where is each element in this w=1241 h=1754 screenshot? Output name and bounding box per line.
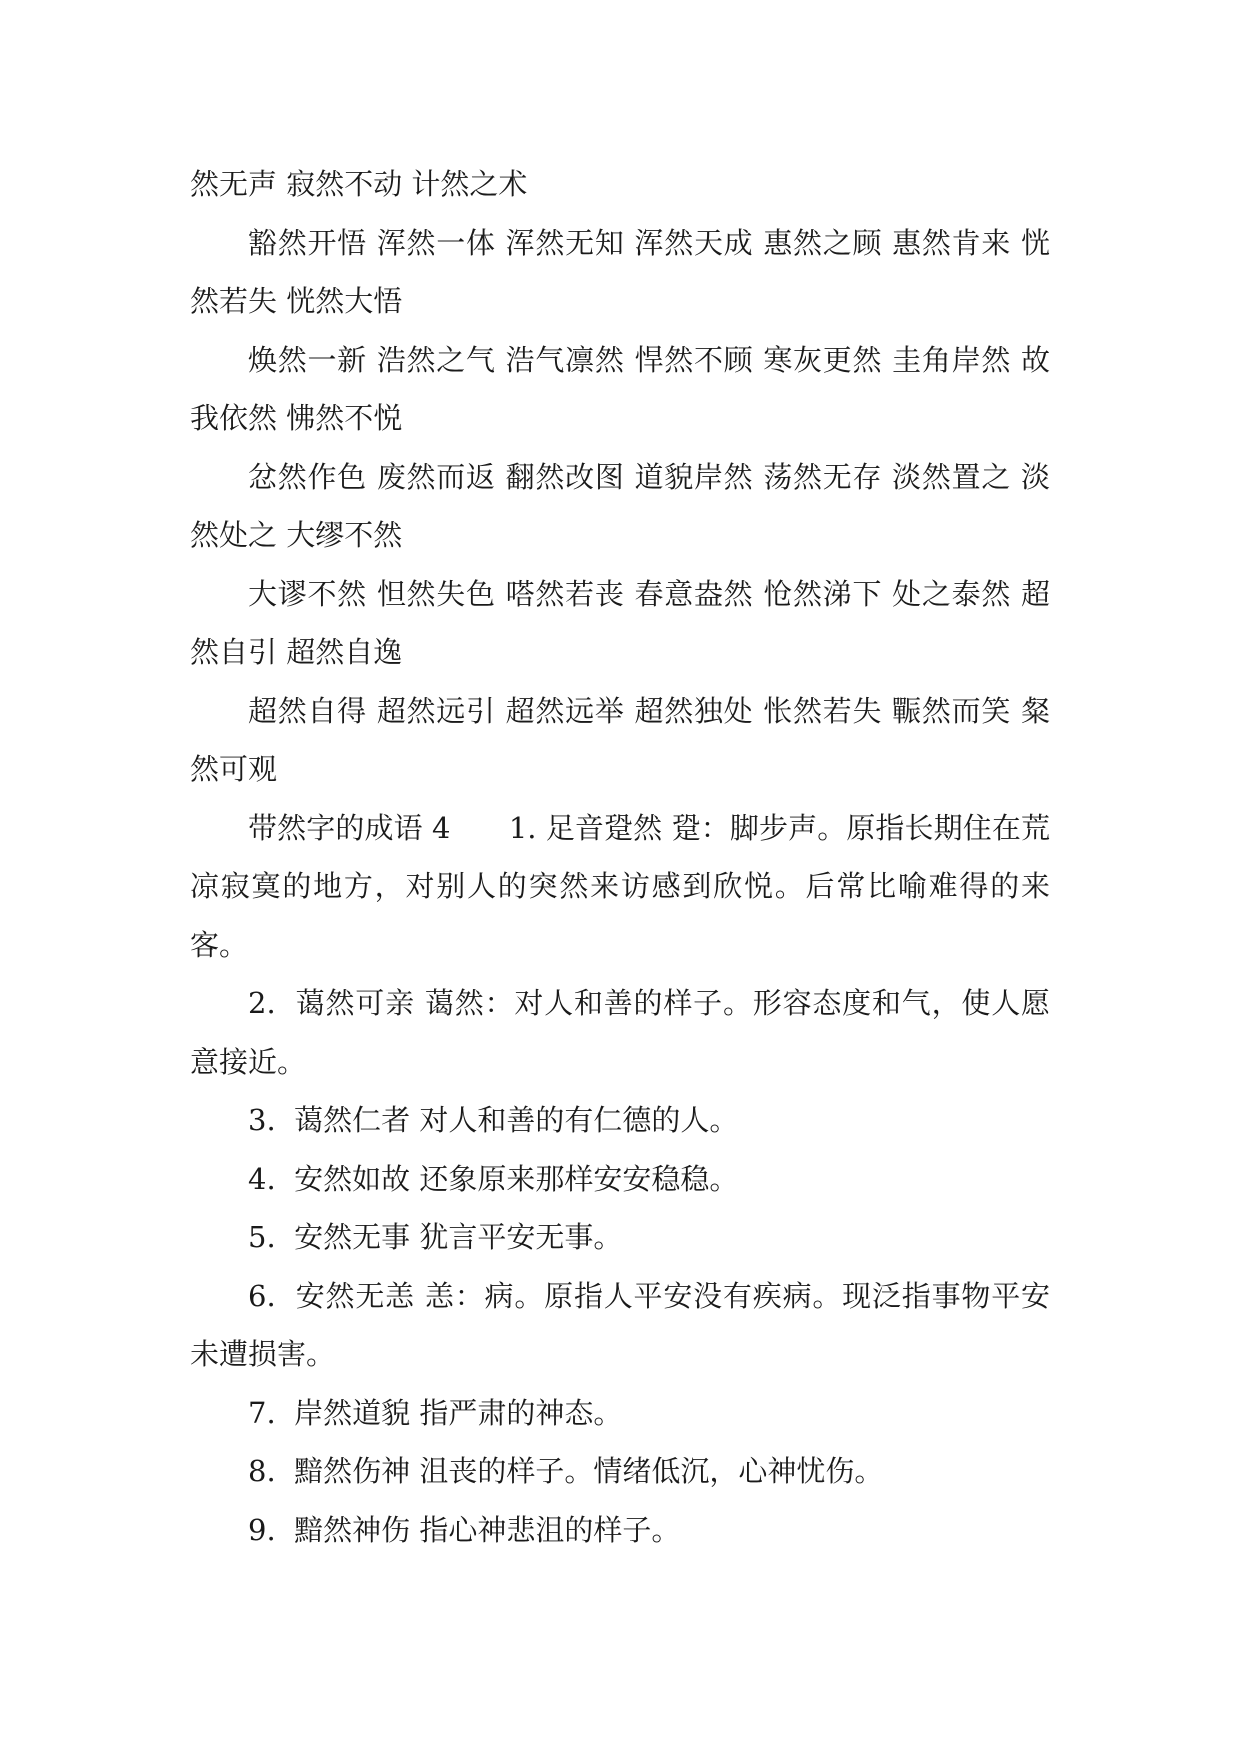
paragraph: 忿然作色 废然而返 翻然改图 道貌岸然 荡然无存 淡然置之 淡然处之 大缪不然 <box>190 459 1050 552</box>
document-body <box>190 155 1050 1559</box>
list-item: 7. 岸然道貌 指严肃的神态。 <box>248 1395 623 1430</box>
section-heading-paragraph: 带然字的成语 4 1. 足音跫然 跫：脚步声。原指长期住在荒凉寂寞的地方，对别人的突然来访感到欣悦。后常比喻难得的来客。 <box>190 810 1050 962</box>
paragraph: 大谬不然 怛然失色 嗒然若丧 春意盎然 怆然涕下 处之泰然 超然自引 超然自逸 <box>190 576 1050 669</box>
list-item: 5. 安然无事 犹言平安无事。 <box>248 1220 623 1254</box>
list-item: 9. 黯然神伤 指心神悲沮的样子。 <box>248 1512 681 1547</box>
list-item: 2. 蔼然可亲 蔼然：对人和善的样子。形容态度和气，使人愿意接近。 <box>190 986 1050 1079</box>
list-item: 6. 安然无恙 恙：病。原指人平安没有疾病。现泛指事物平安未遭损害。 <box>190 1278 1050 1371</box>
paragraph: 然无声 寂然不动 计然之术 <box>190 167 528 201</box>
paragraph: 超然自得 超然远引 超然远举 超然独处 怅然若失 辴然而笑 粲然可观 <box>190 693 1050 786</box>
paragraph: 豁然开悟 浑然一体 浑然无知 浑然天成 惠然之顾 惠然肯来 恍然若失 恍然大悟 <box>190 225 1050 318</box>
list-item: 4. 安然如故 还象原来那样安安稳稳。 <box>248 1161 739 1196</box>
list-item: 8. 黯然伤神 沮丧的样子。情绪低沉，心神忧伤。 <box>248 1454 884 1488</box>
paragraph: 焕然一新 浩然之气 浩气凛然 悍然不顾 寒灰更然 圭角岸然 故我依然 怫然不悦 <box>190 342 1050 435</box>
list-item: 3. 蔼然仁者 对人和善的有仁德的人。 <box>248 1103 739 1137</box>
